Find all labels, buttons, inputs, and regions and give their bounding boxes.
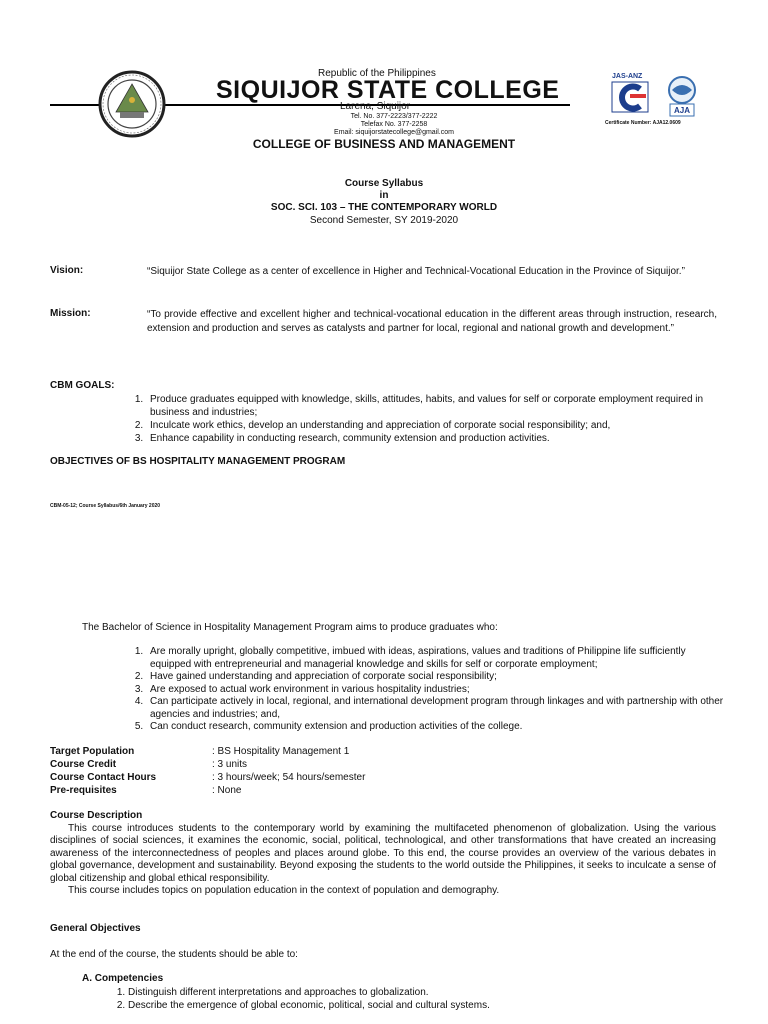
cert-brand-text: JAS-ANZ — [612, 73, 643, 80]
list-item: 2. Describe the emergence of global economic, political, social and cultural systems. — [128, 999, 708, 1012]
college-location: Larena, Siquijor — [340, 101, 411, 112]
description-paragraph-2: This course includes topics on population education in the context of population and demography. — [68, 885, 500, 897]
competencies-heading: A. Competencies — [82, 973, 164, 984]
list-item: 3. Are exposed to actual work environment in various hospitality industries; — [146, 684, 726, 697]
target-population-label: Target Population — [50, 746, 135, 757]
semester: Second Semester, SY 2019-2020 — [309, 215, 459, 226]
target-population-value: : BS Hospitality Management 1 — [212, 746, 350, 757]
prerequisites-row — [50, 785, 450, 798]
course-description — [50, 823, 716, 897]
contact-hours-value: : 3 hours/week; 54 hours/semester — [212, 772, 366, 783]
list-item: 1. Are morally upright, globally competitive, imbued with ideas, aspirations, values and traditions of Philippine life sufficiently equipped with entrepreneurial and managerial knowledge and skills for self or corporate employment; — [146, 646, 726, 671]
course-description-heading: Course Description — [50, 810, 143, 821]
document-code-note: CBM-05-12; Course Syllabus/6th January 2020 — [50, 503, 161, 509]
syllabus-line-2: in — [379, 190, 389, 201]
objectives-heading: OBJECTIVES OF BS HOSPITALITY MANAGEMENT PROGRAM — [50, 456, 346, 467]
description-paragraph-1: This course introduces students to the contemporary world by examining the multifaceted phenomenon of globalization. Using the various disciplines of social sciences, it examines the economic, social, political, technological, and other transformations that have created an increasing awareness of the interconnectedness of peoples and places around globe. To this end, the course provides an overview of the various debates in global governance, development and sustainability. Beyond exposing the students to the world outside the Philippines, it seeks to inculcate a sense of global citizenship and global ethical responsibility. — [50, 823, 716, 884]
republic-text: Republic of the Philippines — [318, 68, 436, 79]
contact-hours-label: Course Contact Hours — [50, 772, 157, 783]
syllabus-line-1: Course Syllabus — [344, 178, 424, 189]
course-title: SOC. SCI. 103 – THE CONTEMPORARY WORLD — [270, 202, 498, 213]
program-objectives-list — [128, 646, 726, 734]
course-credit-value: : 3 units — [212, 759, 248, 770]
vision-label: Vision: — [50, 265, 84, 276]
mission-label: Mission: — [50, 308, 91, 319]
goals-label: CBM GOALS: — [50, 380, 115, 391]
list-item: 1. Produce graduates equipped with knowledge, skills, attitudes, habits, and values for self or corporate employment required in business and industries; — [146, 393, 726, 419]
prerequisites-value: : None — [212, 785, 242, 796]
prerequisites-label: Pre-requisites — [50, 785, 117, 796]
mission-text: “To provide effective and excellent higher and technical-vocational education in the different areas through instruction, research, extension and production and serves as catalysts and partner for local, regional and national growth and development.” — [147, 309, 717, 334]
general-objectives-heading: General Objectives — [50, 923, 141, 934]
list-item: 5. Can conduct research, community extension and production activities of the college. — [146, 721, 726, 734]
general-objectives-intro: At the end of the course, the students should be able to: — [50, 949, 298, 960]
certification-logo — [610, 70, 718, 126]
vision-text: “Siquijor State College as a center of excellence in Higher and Technical-Vocational Education in the Province of Siquijor.” — [147, 266, 685, 277]
course-credit-row — [50, 759, 450, 772]
department-title: COLLEGE OF BUSINESS AND MANAGEMENT — [252, 137, 516, 151]
email: Email: siquijorstatecollege@gmail.com — [334, 129, 454, 136]
contact-hours-row — [50, 772, 450, 785]
telefax: Telefax No. 377-2258 — [360, 121, 428, 128]
course-credit-label: Course Credit — [50, 759, 117, 770]
contact-block — [314, 113, 474, 137]
college-seal-logo — [98, 70, 166, 138]
goals-list — [128, 393, 726, 445]
list-item: 1. Distinguish different interpretations and approaches to globalization. — [128, 986, 708, 999]
competencies-list — [114, 986, 708, 1012]
certificate-number: Certificate Number: AJA12.0609 — [605, 120, 681, 126]
list-item: 4. Can participate actively in local, regional, and international development program through linkages and with partnership with other agencies and industries; and, — [146, 696, 726, 721]
list-item: 2. Inculcate work ethics, develop an understanding and appreciation of corporate social responsibility; and, — [146, 419, 726, 432]
cert-mark-text: AJA — [674, 106, 691, 115]
college-name: SIQUIJOR STATE COLLEGE — [216, 76, 560, 104]
target-population-row — [50, 746, 450, 759]
telephone: Tel. No. 377-2223/377-2222 — [350, 113, 438, 120]
list-item: 2. Have gained understanding and appreciation of corporate social responsibility; — [146, 671, 726, 684]
program-intro: The Bachelor of Science in Hospitality Management Program aims to produce graduates who: — [82, 622, 498, 633]
list-item: 3. Enhance capability in conducting research, community extension and production activities. — [146, 432, 726, 445]
